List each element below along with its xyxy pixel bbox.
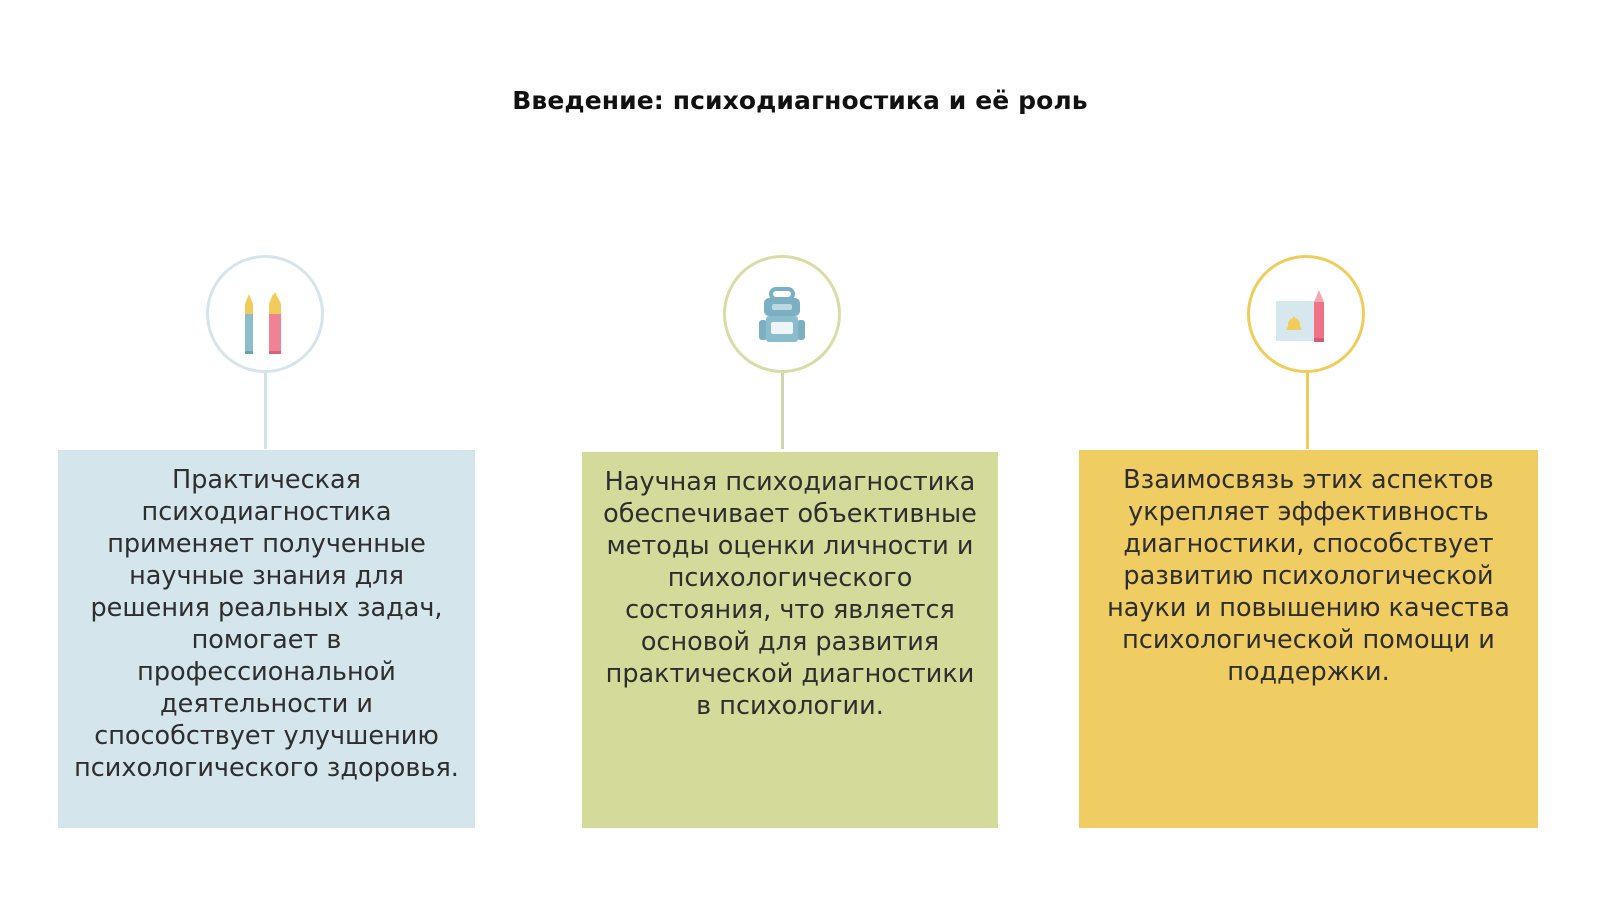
picture-and-pencil-icon [1250,258,1362,370]
info-card-scientific [582,452,998,828]
connector-line-2 [781,373,784,449]
icon-circle-2 [723,255,841,373]
icon-circle-3 [1247,255,1365,373]
info-card-relationship [1079,450,1538,828]
pencils-icon [209,258,321,370]
card-text: Научная психодиагностика обеспечивает объективные методы оценки личности и психологического состояния, что является основой для развития практической диагностики в психологии. [603,467,977,721]
card-text: Взаимосвязь этих аспектов укрепляет эффективность диагностики, способствует развитию психологической науки и повышению качества психологической помощи и поддержки. [1107,465,1510,687]
card-text: Практическая психодиагностика применяет полученные научные знания для решения реальных задач, помогает в профессиональной деятельности и способствует улучшению психологического здоровья. [74,465,459,783]
icon-circle-1 [206,255,324,373]
connector-line-1 [264,373,267,449]
connector-line-3 [1306,373,1309,449]
backpack-icon [726,258,838,370]
info-card-practical [58,450,475,828]
slide-title: Введение: психодиагностика и её роль [512,86,1088,115]
